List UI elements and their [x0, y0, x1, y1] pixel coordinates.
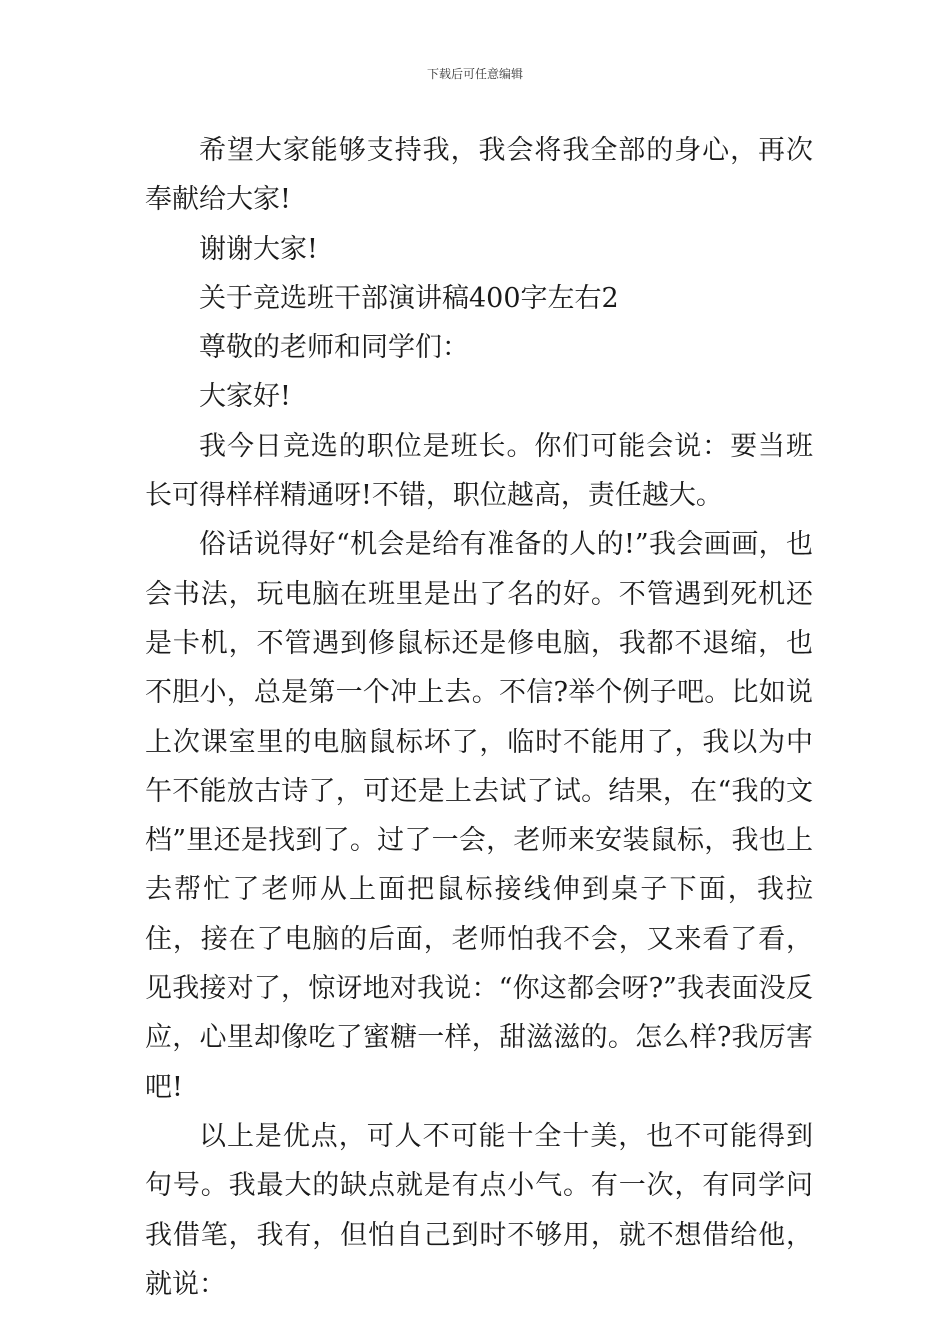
- paragraph-salutation: 尊敬的老师和同学们：: [199, 332, 469, 364]
- paragraph-shortcomings: 以上是优点，可人不可能十全十美，也不可能得到句号。我最大的缺点就是有点小气。有一次，有同学问我借笔，我有，但怕自己到时不够用，就不想借给他，就说：: [145, 1120, 813, 1300]
- paragraph-greeting: 大家好!: [199, 381, 291, 413]
- paragraph-position: 我今日竞选的职位是班长。你们可能会说：要当班长可得样样精通呀!不错，职位越高，责任越大。: [145, 430, 813, 512]
- section-title: 关于竞选班干部演讲稿400字左右2: [199, 282, 619, 314]
- paragraph-closing-hope: 希望大家能够支持我，我会将我全部的身心，再次奉献给大家!: [145, 135, 813, 216]
- document-body: [145, 126, 813, 1309]
- page-header-note: 下载后可任意编辑: [426, 67, 523, 81]
- paragraph-skills-story: 俗话说得好“机会是给有准备的人的!”我会画画，也会书法，玩电脑在班里是出了名的好。不管遇到死机还是卡机，不管遇到修鼠标还是修电脑，我都不退缩，也不胆小，总是第一个冲上去。不信?举个例子吧。比如说上次课室里的电脑鼠标坏了，临时不能用了，我以为中午不能放古诗了，可还是上去试了试。结果，在“我的文档”里还是找到了。过了一会，老师来安装鼠标，我也上去帮忙了老师从上面把鼠标接线伸到桌子下面，我拉住，接在了电脑的后面，老师怕我不会，又来看了看，见我接对了，惊讶地对我说：“你这都会呀?”我表面没反应，心里却像吃了蜜糖一样，甜滋滋的。怎么样?我厉害吧!: [145, 529, 813, 1103]
- paragraph-thanks: 谢谢大家!: [199, 233, 318, 265]
